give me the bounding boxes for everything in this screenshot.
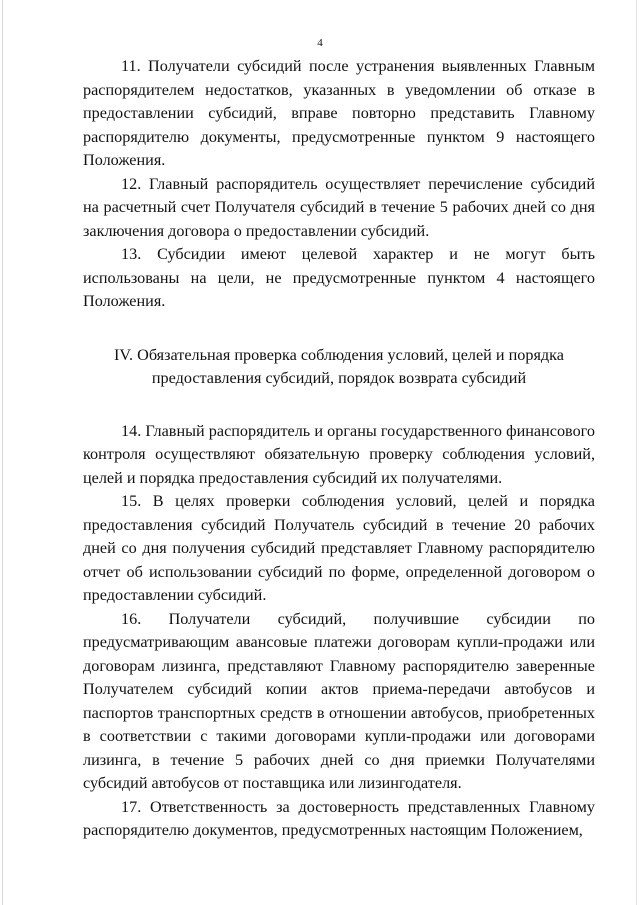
paragraph-16: 16. Получатели субсидий, получившие субсидии по предусматривающим авансовые платежи договорам купли-продажи или договорам лизинга, представляют Главному распорядителю заверенные Получателем субсидий копии актов приема-передачи автобусов и паспортов транспортных средств в отношении автобусов, приобретенных в соответствии с такими договорами купли-продажи или договорами лизинга, в течение 5 рабочих дней со дня приемки Получателями субсидий автобусов от поставщика или лизингодателя.	[83, 609, 595, 792]
paragraph-17: 17. Ответственность за достоверность представленных Главному распорядителю документов, предусмотренных настоящим Положением,	[83, 797, 595, 839]
page-number: 4	[317, 37, 323, 49]
paragraph-11: 11. Получатели субсидий после устранения выявленных Главным распорядителем недостатков, указанных в уведомлении об отказе в предоставлении субсидий, вправе повторно представить Главному распорядителю документы, предусмотренные пунктом 9 настоящего Положения.	[83, 57, 595, 169]
document-body	[83, 55, 595, 843]
scan-edge-right	[636, 0, 637, 905]
paragraph-12: 12. Главный распорядитель осуществляет перечисление субсидий на расчетный счет Получателя субсидий в течение 5 рабочих дней со дня заключения договора о предоставлении субсидий.	[83, 174, 595, 240]
section-heading: IV. Обязательная проверка соблюдения условий, целей и порядка предоставления субсидий, порядок возврата субсидий	[114, 345, 564, 387]
paragraph-14: 14. Главный распорядитель и органы государственного финансового контроля осуществляют обязательную проверку соблюдения условий, целей и порядка предоставления субсидий их получателями.	[83, 421, 595, 487]
paragraph-13: 13. Субсидии имеют целевой характер и не могут быть использованы на цели, не предусмотренные пунктом 4 настоящего Положения.	[83, 245, 595, 310]
paragraph-15: 15. В целях проверки соблюдения условий, целей и порядка предоставления субсидий Получатель субсидий в течение 20 рабочих дней со дня получения субсидий представляет Главному распорядителю отчет об использовании субсидий по форме, определенной договором о предоставлении субсидий.	[83, 492, 595, 604]
scan-edge-left	[2, 0, 3, 905]
